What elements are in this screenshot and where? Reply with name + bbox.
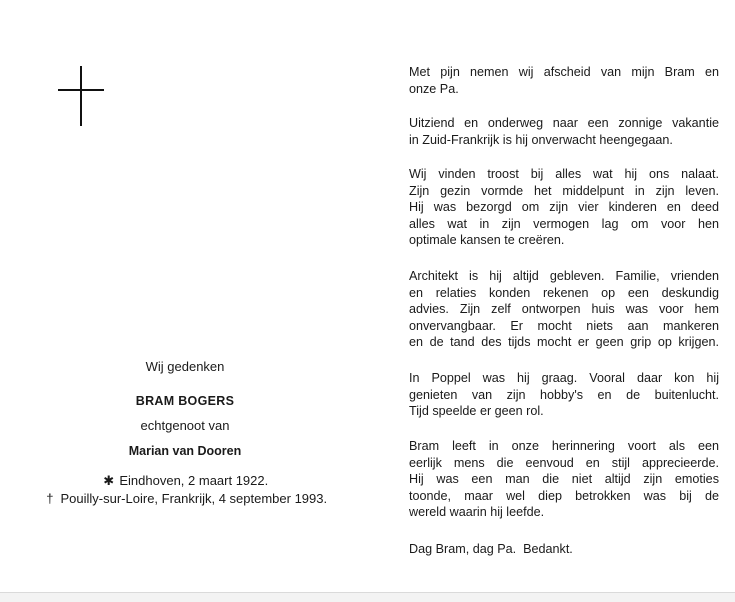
dagger-icon: † [46, 491, 54, 506]
text-line: toonde, maar wel diep betrokken was bij de [409, 488, 719, 503]
text-line: optimale kansen te creëren. [409, 233, 565, 247]
text-line: Zijn gezin vormde het middelpunt in zijn leven. [409, 183, 719, 198]
paragraph-1 [409, 64, 719, 97]
spouse-name: Marian van Dooren [128, 444, 242, 458]
closing-line [409, 541, 719, 558]
text-line: wereld waarin hij leefde. [409, 505, 545, 519]
relation-text: echtgenoot van [140, 418, 230, 433]
text-line: eerlijk mens die eenvoud en stijl apprecieerde. [409, 455, 719, 470]
text-line: onze Pa. [409, 81, 459, 96]
deceased-name: BRAM BOGERS [135, 394, 235, 408]
text-line: Tijd speelde er geen rol. [409, 404, 544, 418]
text-line: Architekt is hij altijd gebleven. Familie, vrienden [409, 269, 719, 283]
text-line: Wij vinden troost bij alles wat hij ons nalaat. [409, 167, 719, 181]
star-icon: ✱ [103, 473, 115, 488]
death-text: Pouilly-sur-Loire, Frankrijk, 4 september 1993. [60, 491, 328, 506]
text-line: Hij was bezorgd om zijn vier kinderen en deed [409, 200, 719, 214]
text-line: en relaties konden rekenen op een deskundig [409, 285, 719, 300]
text-line: en de tand des tijds mocht er geen grip op krijgen. [409, 335, 719, 349]
closing-text: Dag Bram, dag Pa. Bedankt. [409, 542, 573, 556]
paragraph-5 [409, 370, 719, 420]
text-line: In Poppel was hij graag. Vooral daar kon hij [409, 371, 719, 385]
text-line: Hij was een man die niet altijd zijn emoties [409, 472, 719, 486]
text-line: onvervangbaar. Er mocht niets aan mankeren [409, 318, 719, 333]
birth-text: Eindhoven, 2 maart 1922. [119, 473, 269, 488]
text-line: in Zuid-Frankrijk is hij onverwacht heengegaan. [409, 132, 673, 147]
text-line: Bram leeft in onze herinnering voort als een [409, 439, 719, 453]
text-line: advies. Zijn zelf ontworpen huis was voor hem [409, 302, 719, 316]
paragraph-4 [409, 268, 719, 351]
birth-line [0, 473, 370, 489]
text-line: genieten van zijn hobby's en de buitenlucht. [409, 387, 719, 402]
cross-icon [58, 66, 104, 126]
paragraph-3 [409, 166, 719, 249]
death-line [0, 491, 370, 507]
text-line: Uitziend en onderweg naar een zonnige vakantie [409, 116, 719, 130]
paragraph-2 [409, 115, 719, 148]
text-line: alles wat in zijn vermogen lag om voor hen [409, 216, 719, 231]
intro-text: Wij gedenken [145, 359, 225, 374]
paragraph-6 [409, 438, 719, 521]
text-line: Met pijn nemen wij afscheid van mijn Bram en [409, 65, 719, 79]
